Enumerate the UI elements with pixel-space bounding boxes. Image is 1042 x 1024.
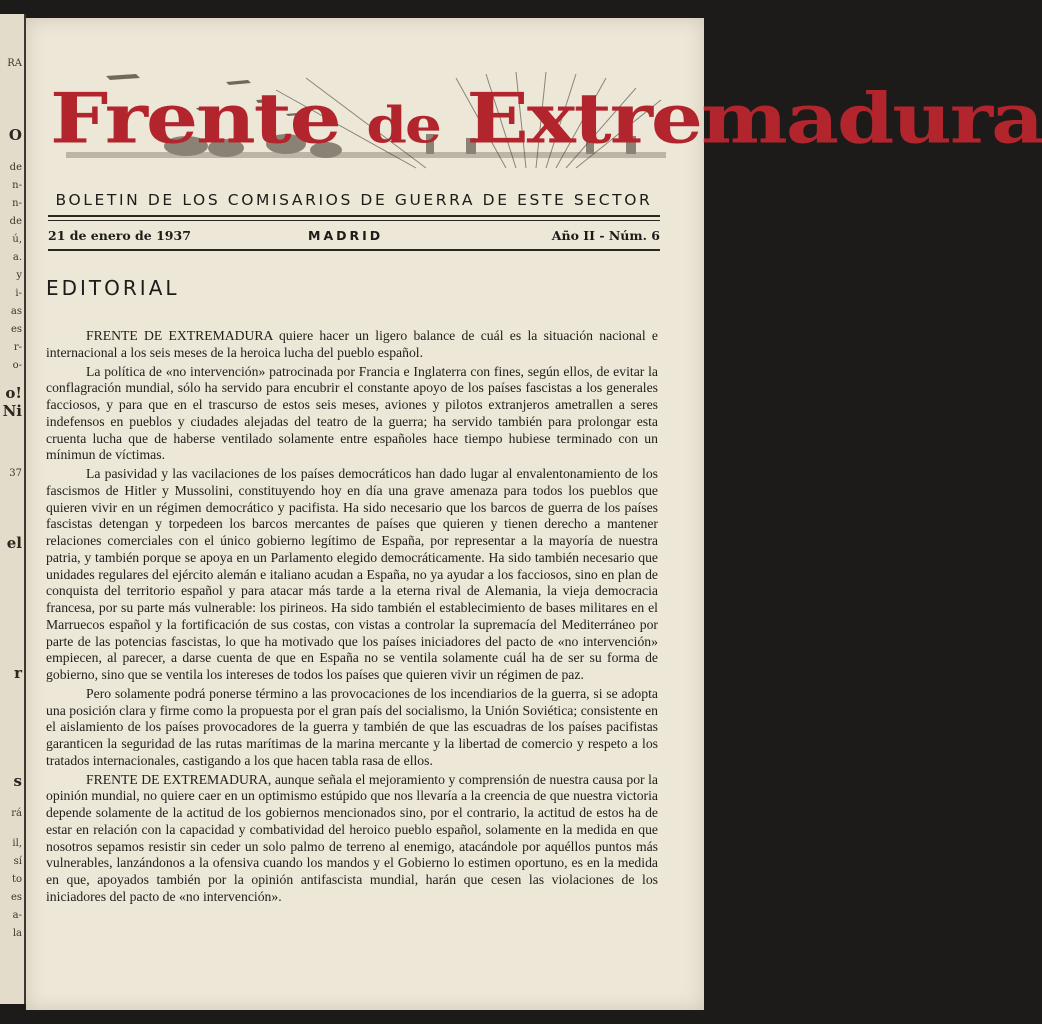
prev-fragment: sí — [13, 856, 22, 867]
paragraph: La política de «no intervención» patrocinada por Francia e Inglaterra con fines, según ellos, de evitar la conflagración mundial, sólo ha servido para encubrir el constante apoyo de los países fascistas a los generales facciosos, y para que en el trascurso de estos seis meses, aviones y pilotos extranjeros ametrallen a seres indefensos en pueblos y ciudades alejadas del teatro de la guerra; ha servido también para prolongar esta cruenta lucha que de haberse ventilado solamente entre españoles hace tiempo hubiese terminado con un mínimun de víctimas. — [46, 363, 658, 463]
prev-fragment: rá — [11, 808, 22, 819]
paragraph: La pasividad y las vacilaciones de los países democráticos han dado lugar al envalentonamiento de los fascismos de Hitler y Mussolini, constituyendo hoy en día una grave amenaza para todos los pueblos que quieren vivir en un régimen democrático y pacifista. Ha sido necesario que los barcos de guerra de los países fascistas detengan y torpedeen los barcos mercantes de países que quieren y tienen derecho a mantener relaciones comerciales con el único gobierno legítimo de España, por representar a la mayoría de nuestra patria, y también porque se apoya en un Parlamento elegido democráticamente. Ha sido también necesario que unidades regulares del ejército alemán e italiano acudan a España, no ya ayudar a los facciosos, sino en plan de conquista del territorio español y para atacar más tarde a la eterna rival de Alemania, la vieja democracia francesa, por su parte más vulnerable: los pirineos. Ha sido también el establecimiento de bases militares en el Marruecos español y la fortificación de sus costas, con vistas a controlar la supremacía del Mediterráneo por parte de las potencias fascistas, lo que ha motivado que los países iniciadores del pacto de «no intervención» empiecen, al parecer, a darse cuenta de que en España no se ventila solamente cuál ha de ser su forma de gobierno, sino que se ventila los intereses de todos los países que quieren vivir un régimen de paz. — [46, 466, 658, 682]
title-extremadura: Extremadura — [466, 77, 1042, 160]
prev-fragment: r- — [13, 342, 22, 353]
title-de: de — [366, 96, 440, 155]
rule-divider — [48, 215, 660, 217]
prev-fragment: y — [16, 270, 22, 281]
prev-fragment: 37 — [9, 468, 22, 479]
prev-fragment: O — [8, 126, 22, 144]
section-title: EDITORIAL — [46, 276, 180, 300]
paragraph: FRENTE DE EXTREMADURA quiere hacer un ligero balance de cuál es la situación nacional e internacional a los seis meses de la heroica lucha del pueblo español. — [46, 328, 658, 360]
rule-divider — [48, 249, 660, 251]
issue-date: 21 de enero de 1937 — [48, 228, 191, 243]
newspaper-title — [50, 72, 1042, 166]
prev-fragment: RA — [7, 58, 22, 69]
prev-fragment: ú, — [12, 234, 22, 245]
prev-fragment: n- — [12, 198, 22, 209]
prev-fragment: to — [11, 874, 22, 885]
prev-fragment: o! — [5, 384, 22, 402]
prev-fragment: de — [9, 216, 22, 227]
prev-fragment: o- — [12, 360, 22, 371]
issue-number: Año II - Núm. 6 — [551, 228, 660, 243]
prev-fragment: es — [10, 892, 22, 903]
paragraph: FRENTE DE EXTREMADURA, aunque señala el mejoramiento y comprensión de nuestra causa por la opinión mundial, no quiere caer en un optimismo estúpido que nos llevaría a la creencia de que nuestra victoria depende solamente de la actitud de los gobiernos mencionados sino, por el contrario, la actitud de estos ha de estar en relación con la capacidad y combatividad del heroico pueblo español, solamente en la medida en que nosotros sepamos resistir sin ceder un solo palmo de terreno al enemigo, atacándole por aquéllos puntos más vulnerables, lanzándonos a la ofensiva cuando los mandos y el Gobierno lo estimen oportuno, es en la medida en que, apoyados también por la opinión antifascista mundial, harán que cesen las violaciones de los iniciadores del pacto de «no intervención». — [46, 771, 658, 904]
prev-fragment: n- — [12, 180, 22, 191]
newspaper-page — [26, 18, 1042, 1010]
paragraph: Pero solamente podrá ponerse término a las provocaciones de los incendiarios de la guerra, si se adopta una posición clara y firme como la propuesta por el gran país del socialismo, la Unión Soviética; consistente en el aislamiento de los países provocadores de la guerra y también de que las escuadras de los países pacifistas garanticen la seguridad de las rutas marítimas de la marina mercante y la libertad de comercio y respeto a los tratados internacionales, castigando a los que hacen tabla rasa de ellos. — [46, 685, 658, 768]
prev-fragment: Ni — [2, 402, 22, 420]
prev-fragment: a. — [12, 252, 22, 263]
masthead-subtitle: BOLETIN DE LOS COMISARIOS DE GUERRA DE ESTE SECTOR — [55, 191, 653, 209]
prev-fragment: i- — [15, 288, 22, 299]
masthead — [46, 68, 1042, 188]
dateline — [48, 226, 660, 250]
prev-fragment: s — [13, 772, 22, 790]
editorial-body — [46, 328, 658, 908]
prev-fragment: a- — [12, 910, 22, 921]
rule-divider — [48, 220, 660, 221]
prev-fragment: es — [10, 324, 22, 335]
title-frente: Frente — [50, 77, 340, 160]
prev-fragment: la — [12, 928, 22, 939]
prev-fragment: r — [14, 664, 22, 682]
prev-fragment: as — [10, 306, 22, 317]
prev-fragment: de — [9, 162, 22, 173]
prev-fragment: el — [6, 534, 22, 552]
previous-page-edge — [0, 14, 26, 1004]
prev-fragment: il, — [12, 838, 22, 849]
issue-city: MADRID — [308, 228, 384, 243]
